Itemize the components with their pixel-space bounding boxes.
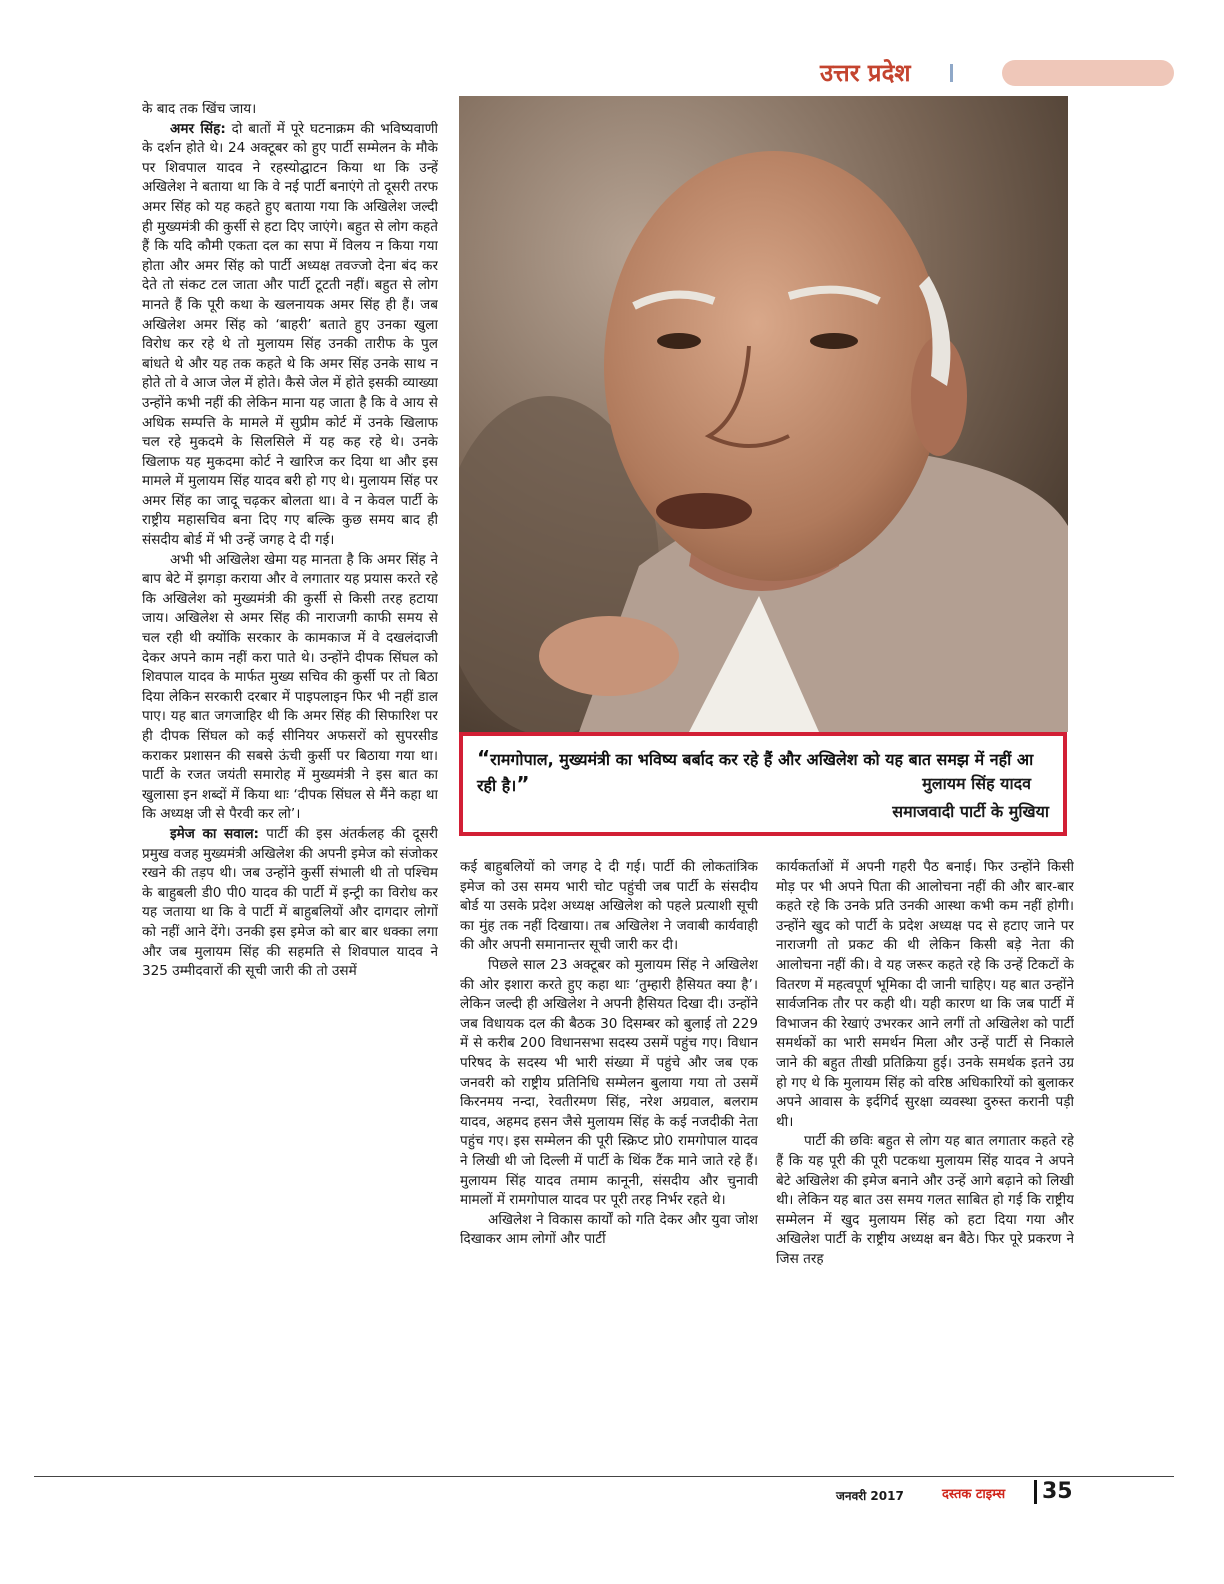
quote-close-mark: ” — [516, 772, 530, 796]
paragraph: पिछले साल 23 अक्टूबर को मुलायम सिंह ने अखिलेश की ओर इशारा करते हुए कहा थाः ‘तुम्हारी हैसियत क्या है’। लेकिन जल्दी ही अखिलेश ने अपनी हैसियत दिखा दी। उन्होंने जब विधायक दल की बैठक 30 दिसम्बर को बुलाई तो 229 में से करीब 200 विधानसभा सदस्य उसमें पहुंच गए। विधान परिषद के सदस्य भी भारी संख्या में पहुंचे और जब एक जनवरी को राष्ट्रीय प्रतिनिधि सम्मेलन बुलाया गया तो उसमें किरनमय नन्दा, रेवतीरमण सिंह, नरेश अग्रवाल, बलराम यादव, अहमद हसन जैसे मुलायम सिंह के कई नजदीकी नेता पहुंच गए। इस सम्मेलन की पूरी स्क्रिप्ट प्रो0 रामगोपाल यादव ने लिखी थी जो दिल्ली में पार्टी के थिंक टैंक माने जाते रहे हैं। मुलायम सिंह यादव तमाम कानूनी, संसदीय और चुनावी मामलों में रामगोपाल यादव पर पूरी तरह निर्भर रहते थे। — [460, 956, 758, 1209]
paragraph: पार्टी की छविः बहुत से लोग यह बात लगातार कहते रहे हैं कि यह पूरी की पूरी पटकथा मुलायम सिंह यादव ने अपने बेटे अखिलेश की इमेज बनाने और उन्हें आगे बढ़ाने को लिखी थी। लेकिन यह बात उस समय गलत साबित हो गई कि राष्ट्रीय सम्मेलन में खुद मुलायम सिंह को हटा दिया गया और अखिलेश पार्टी के राष्ट्रीय अध्यक्ष बन बैठे। फिर पूरे प्रकरण ने जिस तरह — [776, 1133, 1074, 1267]
issue-date: जनवरी 2017 — [836, 1489, 904, 1503]
magazine-logo: दस्तक टाइम्स — [942, 1487, 1006, 1502]
subheading: अमर सिंह: — [170, 120, 226, 137]
paragraph: अखिलेश ने विकास कार्यों को गति देकर और युवा जोश दिखाकर आम लोगों और पार्टी — [460, 1211, 758, 1248]
quote-attribution-name: मुलायम सिंह यादव — [922, 774, 1031, 793]
paragraph: कई बाहुबलियों को जगह दे दी गई। पार्टी की लोकतांत्रिक इमेज को उस समय भारी चोट पहुंची जब पार्टी के संसदीय बोर्ड या उसके प्रदेश अध्यक्ष अखिलेश को पहले प्रत्याशी सूची का मुंह तक नहीं दिखाया। तब अखिलेश ने जवाबी कार्यवाही की और अपनी समानान्तर सूची जारी कर दी। — [460, 859, 758, 954]
leader-photo — [459, 96, 1068, 732]
article-column-3 — [776, 858, 1074, 1460]
paragraph-text: पार्टी की इस अंतर्कलह की दूसरी प्रमुख वजह मुख्यमंत्री अखिलेश की अपनी इमेज को संजोकर रखने की तड़प थी। जब उन्होंने कुर्सी संभाली थी तो पश्चिम के बाहुबली डी0 पी0 यादव की पार्टी में इन्ट्री का विरोध कर यह जताया था कि वे पार्टी में बाहुबलियों और दागदार लोगों को नहीं आने देंगे। उनकी इस इमेज को बार बार धक्का लगा और जब मुलायम सिंह की सहमति से शिवपाल यादव ने 325 उम्मीदवारों की सूची जारी की तो उसमें — [142, 825, 438, 980]
paragraph — [142, 825, 438, 982]
footer-rule — [34, 1476, 1174, 1477]
subheading: इमेज का सवाल: — [170, 825, 259, 842]
portrait-illustration — [459, 96, 1068, 732]
paragraph-text: दो बातों में पूरे घटनाक्रम की भविष्यवाणी के दर्शन होते थे। 24 अक्टूबर को हुए पार्टी सम्मेलन के मौके पर शिवपाल यादव ने रहस्योद्घाटन किया था कि उन्हें अखिलेश ने बताया था कि वे नई पार्टी बनाएंगे तो दूसरी तरफ अमर सिंह को यह कहते हुए बताया गया कि अखिलेश जल्दी ही मुख्यमंत्री की कुर्सी से हटा दिए जाएंगे। बहुत से लोग कहते हैं कि यदि कौमी एकता दल का सपा में विलय न किया गया होता और अमर सिंह को पार्टी अध्यक्ष तवज्जो देना बंद कर देते तो संकट टल जाता और पार्टी टूटती नहीं। बहुत से लोग मानते हैं कि पूरी कथा के खलनायक अमर सिंह ही हैं। जब अखिलेश अमर सिंह को ‘बाहरी’ बताते हुए उनका खुला विरोध कर रहे थे तो मुलायम सिंह उनकी तारीफ के पुल बांधते थे और यह तक कहते थे कि अमर सिंह उनके साथ न होते तो वे आज जेल में होते। कैसे जेल में होते इसकी व्याख्या उन्होंने कभी नहीं की लेकिन माना यह जाता है कि वे आय से अधिक सम्पत्ति के मामले में सुप्रीम कोर्ट में उनके खिलाफ चल रहे मुकदमे के सिलसिले में यह कह रहे थे। उनके खिलाफ यह मुकदमा कोर्ट ने खारिज कर दिया था और इस मामले में मुलायम सिंह यादव बरी हो गए थे। मुलायम सिंह पर अमर सिंह का जादू चढ़कर बोलता था। वे न केवल पार्टी के राष्ट्रीय महासचिव बना दिए गए बल्कि कुछ समय बाद ही संसदीय बोर्ड में भी उन्हें जगह दे दी गई। — [142, 120, 438, 549]
footer-divider — [1034, 1480, 1037, 1504]
section-divider — [950, 64, 953, 82]
quote-attribution-role: समाजवादी पार्टी के मुखिया — [892, 802, 1049, 821]
section-decoration-pill — [1002, 60, 1174, 86]
quote-open-mark: “ — [477, 746, 491, 770]
paragraph — [142, 120, 438, 551]
section-title: उत्तर प्रदेश — [820, 59, 911, 87]
paragraph: अभी भी अखिलेश खेमा यह मानता है कि अमर सिंह ने बाप बेटे में झगड़ा कराया और वे लगातार यह प्रयास करते रहे कि अखिलेश को मुख्यमंत्री की कुर्सी से किसी तरह हटाया जाय। अखिलेश से अमर सिंह की नाराजगी काफी समय से चल रही थी क्योंकि सरकार के कामकाज में वे दखलंदाजी देकर अपने काम नहीं करा पाते थे। उन्होंने दीपक सिंघल को शिवपाल यादव के मार्फत मुख्य सचिव की कुर्सी पर तो बिठा दिया लेकिन सरकारी दरबार में पाइपलाइन फिर भी नहीं डाल पाए। यह बात जगजाहिर थी कि अमर सिंह की सिफारिश पर ही दीपक सिंघल को कई सीनियर अफसरों को सुपरसीड कराकर प्रशासन की सबसे ऊंची कुर्सी पर बिठाया गया था। पार्टी के रजत जयंती समारोह में मुख्यमंत्री ने इस बात का खुलासा इन शब्दों में किया थाः ‘दीपक सिंघल से मैंने कहा था कि अध्यक्ष जी से पैरवी कर लो’। — [142, 551, 438, 823]
pull-quote-text: रामगोपाल, मुख्यमंत्री का भविष्य बर्बाद कर रहे हैं और अखिलेश को यह बात समझ में नहीं आ रही है। — [477, 750, 1034, 795]
paragraph: कार्यकर्ताओं में अपनी गहरी पैठ बनाई। फिर उन्होंने किसी मोड़ पर भी अपने पिता की आलोचना नहीं की और बार-बार कहते रहे कि उनके प्रति उनकी आस्था कभी कम नहीं होगी। उन्होंने खुद को पार्टी के प्रदेश अध्यक्ष पद से हटाए जाने पर नाराजगी तो प्रकट की थी लेकिन किसी बड़े नेता की आलोचना नहीं की। वे यह जरूर कहते रहे कि उन्हें टिकटों के वितरण में महत्वपूर्ण भूमिका दी जानी चाहिए। यह बात उन्होंने सार्वजनिक तौर पर कही थी। यही कारण था कि जब पार्टी में विभाजन की रेखाएं उभरकर आने लगीं तो अखिलेश को पार्टी समर्थकों का भारी समर्थन मिला और उन्हें पार्टी से निकाले जाने की बहुत तीखी प्रतिक्रिया हुई। उनके समर्थक इतने उग्र हो गए थे कि मुलायम सिंह को वरिष्ठ अधिकारियों को बुलाकर अपने आवास के इर्दगिर्द सुरक्षा व्यवस्था दुरुस्त करानी पड़ी थी। — [776, 859, 1074, 1130]
pull-quote-box — [459, 732, 1067, 836]
paragraph: के बाद तक खिंच जाय। — [142, 101, 257, 117]
page-number: 35 — [1042, 1479, 1073, 1504]
article-column-2 — [460, 858, 758, 1460]
article-column-1 — [142, 100, 438, 1460]
